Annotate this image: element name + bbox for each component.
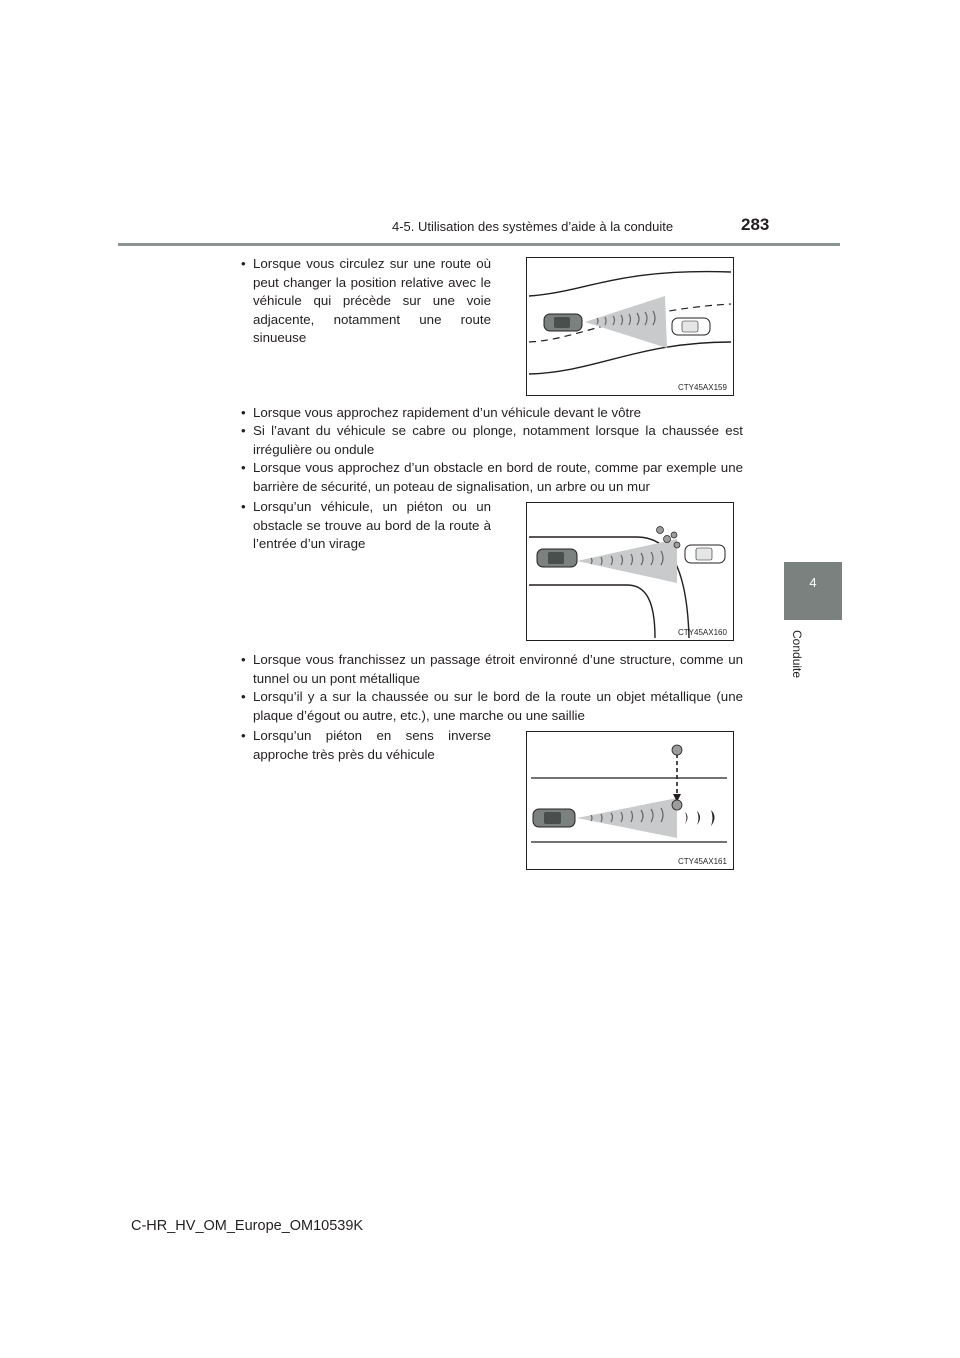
figure-oncoming-pedestrian <box>526 731 734 870</box>
curved-road-illustration <box>527 258 733 395</box>
list-item-text: Lorsque vous franchissez un passage étroit environné d’une structure, comme un tunnel ou un pont métallique <box>253 652 743 686</box>
bullet-marker: • <box>241 499 246 514</box>
list-item <box>241 422 743 459</box>
chapter-tab <box>784 562 842 620</box>
section-title: 4-5. Utilisation des systèmes d’aide à la conduite <box>392 219 674 234</box>
bullet-marker: • <box>241 405 246 420</box>
bullet-marker: • <box>241 460 246 475</box>
figure-curve-entrance <box>526 502 734 641</box>
list-item <box>241 404 743 423</box>
list-item <box>241 255 491 348</box>
header-divider <box>118 243 840 246</box>
figure-caption: CTY45AX160 <box>678 628 727 637</box>
bullet-marker: • <box>241 728 246 743</box>
list-item-text: Si l’avant du véhicule se cabre ou plonge, notamment lorsque la chaussée est irrégulière ou ondule <box>253 423 743 457</box>
list-item-text: Lorsqu’un véhicule, un piéton ou un obstacle se trouve au bord de la route à l’entrée d’un virage <box>253 499 491 552</box>
list-item-text: Lorsque vous approchez rapidement d’un véhicule devant le vôtre <box>253 405 642 420</box>
document-id: C-HR_HV_OM_Europe_OM10539K <box>131 1218 364 1234</box>
curve-entrance-illustration <box>527 503 733 640</box>
list-item-text: Lorsqu’il y a sur la chaussée ou sur le bord de la route un objet métallique (une plaque d’égout ou autre, etc.), une marche ou une saillie <box>253 689 743 723</box>
list-item <box>241 459 743 496</box>
oncoming-pedestrian-illustration <box>527 732 733 869</box>
figure-caption: CTY45AX161 <box>678 857 727 866</box>
list-item-text: Lorsque vous approchez d’un obstacle en bord de route, comme par exemple une barrière de sécurité, un poteau de signalisation, un arbre ou un mur <box>253 460 743 494</box>
list-item-text: Lorsqu’un piéton en sens inverse approche très près du véhicule <box>253 728 491 762</box>
list-item <box>241 727 491 764</box>
bullet-marker: • <box>241 423 246 438</box>
chapter-tab-number: 4 <box>809 575 817 590</box>
figure-caption: CTY45AX159 <box>678 383 727 392</box>
bullet-marker: • <box>241 652 246 667</box>
list-item <box>241 688 743 725</box>
list-item-text: Lorsque vous circulez sur une route où peut changer la position relative avec le véhicule qui précède sur une voie adjacente, notamment une route sinueuse <box>253 256 491 346</box>
list-item <box>241 651 743 688</box>
figure-curved-road <box>526 257 734 396</box>
bullet-marker: • <box>241 689 246 704</box>
chapter-tab-label: Conduite <box>790 630 804 679</box>
list-item <box>241 498 491 554</box>
page-number: 283 <box>741 215 770 234</box>
bullet-marker: • <box>241 256 246 271</box>
